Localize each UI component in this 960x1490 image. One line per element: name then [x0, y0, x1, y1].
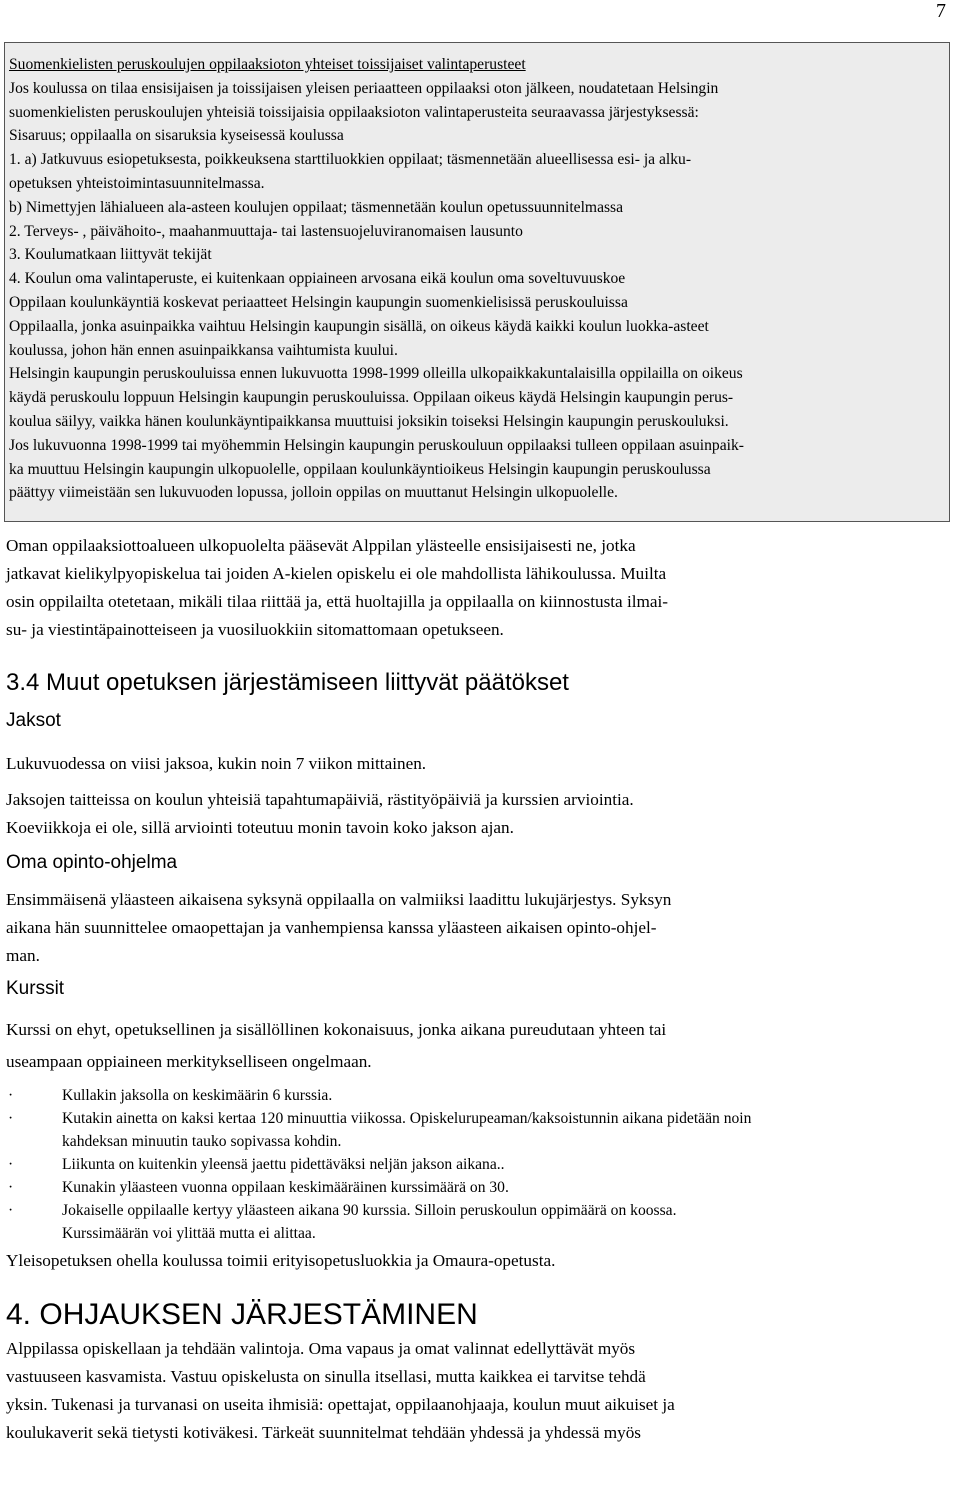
text-line: aikana hän suunnittelee omaopettajan ja vanhempiensa kanssa yläasteen aikaisen opinto-ohjel-: [6, 918, 657, 937]
list-item-text: Kurssimäärän voi ylittää mutta ei alittaa.: [62, 1225, 316, 1242]
intro-paragraph: [6, 530, 954, 644]
box-line: 4. Koulun oma valintaperuste, ei kuitenkaan oppiaineen arvosana eikä koulun oma soveltuvuuskoe: [9, 270, 626, 288]
text-line: Jaksojen taitteissa on koulun yhteisiä tapahtumapäiviä, rästityöpäiviä ja kurssien arviointia.: [6, 790, 634, 809]
bullet-dot: ·: [8, 1179, 14, 1196]
text-line: Lukuvuodessa on viisi jaksoa, kukin noin 7 viikon mittainen.: [6, 754, 427, 773]
criteria-box: [4, 42, 950, 522]
subheading-jaksot: Jaksot: [6, 710, 61, 731]
page-number: 7: [936, 0, 946, 22]
text-line: Koeviikkoja ei ole, sillä arviointi toteutuu monin tavoin koko jakson ajan.: [6, 818, 514, 837]
text-line: Yleisopetuksen ohella koulussa toimii erityisopetusluokkia ja Omaura-opetusta.: [6, 1251, 556, 1270]
box-line: 2. Terveys- , päivähoito-, maahanmuuttaja- tai lastensuojeluviranomaisen lausunto: [9, 222, 523, 240]
subheading-oma-opinto-ohjelma: Oma opinto-ohjelma: [6, 852, 178, 873]
box-line: Oppilaan koulunkäyntiä koskevat periaatteet Helsingin kaupungin suomenkielisissä peruskouluissa: [9, 293, 628, 311]
list-item-text: Kutakin ainetta on kaksi kertaa 120 minuuttia viikossa. Opiskelurupeaman/kaksoistunnin aikana pidetään noin: [62, 1110, 752, 1127]
text-line: useampaan oppiaineen merkitykselliseen ongelmaan.: [6, 1052, 372, 1071]
bullet-list: [6, 1084, 954, 1245]
list-item: [6, 1153, 954, 1176]
list-item: [6, 1107, 954, 1153]
box-line: päättyy viimeistään sen lukuvuoden lopussa, jolloin oppilas on muuttanut Helsingin ulkopuolelle.: [9, 484, 618, 502]
text-line: jatkavat kielikylpyopiskelua tai joiden A-kielen opiskelu ei ole mahdollista lähikoulussa. Muilta: [6, 564, 667, 583]
text-line: Ensimmäisenä yläasteen aikaisena syksynä oppilaalla on valmiiksi laadittu lukujärjestys. Syksyn: [6, 890, 672, 909]
box-line: b) Nimettyjen lähialueen ala-asteen koulujen oppilaat; täsmennetään koulun opetussuunnitelmassa: [9, 198, 624, 216]
text-line: osin oppilailta otetetaan, mikäli tilaa riittää ja, että huoltajilla ja oppilaalla on kiinnostusta ilmai-: [6, 592, 669, 611]
box-line: 1. a) Jatkuvuus esiopetuksesta, poikkeuksena starttiluokkien oppilaat; täsmennetään alueellisessa esi- ja alku-: [9, 151, 692, 169]
list-item-text: Jokaiselle oppilaalle kertyy yläasteen aikana 90 kurssia. Silloin peruskoulun oppimäärä on koossa.: [62, 1202, 677, 1219]
box-line: Helsingin kaupungin peruskouluissa ennen lukuvuotta 1998-1999 olleilla ulkopaikkakuntalaisilla oppilailla on oikeus: [9, 365, 743, 383]
box-title: Suomenkielisten peruskoulujen oppilaaksioton yhteiset toissijaiset valintaperusteet: [9, 56, 526, 73]
list-item-text: kahdeksan minuutin tauko sopivassa kohdin.: [62, 1133, 342, 1150]
text-line: yksin. Tukenasi ja turvanasi on useita ihmisiä: opettajat, oppilaanohjaaja, koulun muut aikuiset ja: [6, 1395, 675, 1414]
box-line: koulua säilyy, vaikka hänen koulunkäyntipaikkansa muuttuisi joksikin toiseksi Helsingin kaupungin peruskouluksi.: [9, 412, 729, 430]
list-item-text: Kullakin jaksolla on keskimäärin 6 kurssia.: [62, 1087, 333, 1104]
subheading-kurssit: Kurssit: [6, 978, 65, 999]
box-line: käydä peruskoulu loppuun Helsingin kaupungin peruskouluissa. Oppilaan oikeus käydä Helsingin kaupungin perus-: [9, 389, 734, 407]
text-line: vastuuseen kasvamista. Vastuu opiskelusta on sinulla itsellasi, mutta kaikkea ei tarvitse tehdä: [6, 1367, 646, 1386]
bullet-dot: ·: [8, 1202, 14, 1219]
section-heading-4: 4. OHJAUKSEN JÄRJESTÄMINEN: [6, 1298, 478, 1331]
main-content: [6, 530, 954, 1447]
text-line: su- ja viestintäpainotteiseen ja vuosiluokkiin sitomattomaan opetukseen.: [6, 620, 504, 639]
section-heading-3-4: 3.4 Muut opetuksen järjestämiseen liittyvät päätökset: [6, 669, 569, 696]
box-line: Oppilaalla, jonka asuinpaikka vaihtuu Helsingin kaupungin sisällä, on oikeus käydä kaikki koulun luokka-asteet: [9, 317, 709, 335]
list-item-text: Liikunta on kuitenkin yleensä jaettu pidettäväksi neljän jakson aikana..: [62, 1156, 505, 1173]
box-line: Sisaruus; oppilaalla on sisaruksia kyseisessä koulussa: [9, 127, 344, 145]
list-item: [6, 1176, 954, 1199]
box-line: Jos lukuvuonna 1998-1999 tai myöhemmin Helsingin kaupungin peruskouluun oppilaaksi tulleen oppilaan asuinpaik-: [9, 436, 744, 454]
box-line: Jos koulussa on tilaa ensisijaisen ja toissijaisen yleisen periaatteen oppilaaksi oton jälkeen, noudatetaan Helsingin: [9, 79, 719, 97]
list-item: [6, 1199, 954, 1245]
text-line: Oman oppilaaksiottoalueen ulkopuolelta pääsevät Alppilan ylästeelle ensisijaisesti ne, jotka: [6, 536, 636, 555]
text-line: koulukaverit sekä tietysti kotiväkesi. Tärkeät suunnitelmat tehdään yhdessä ja yhdessä myös: [6, 1423, 641, 1442]
text-line: Kurssi on ehyt, opetuksellinen ja sisällöllinen kokonaisuus, jonka aikana pureudutaan yhteen tai: [6, 1020, 667, 1039]
box-line: 3. Koulumatkaan liittyvät tekijät: [9, 246, 212, 264]
text-line: Alppilassa opiskellaan ja tehdään valintoja. Oma vapaus ja omat valinnat edellyttävät myös: [6, 1339, 636, 1358]
box-line: suomenkielisten peruskoulujen yhteisiä toissijaisia oppilaaksioton valintaperusteita seuraavassa järjestyksessä:: [9, 103, 699, 121]
list-item-text: Kunakin yläasteen vuonna oppilaan keskimääräinen kurssimäärä on 30.: [62, 1179, 509, 1196]
box-line: opetuksen yhteistoimintasuunnitelmassa.: [9, 174, 265, 192]
box-line: koulussa, johon hän ennen asuinpaikkansa vaihtumista kuului.: [9, 341, 398, 359]
box-line: ka muuttuu Helsingin kaupungin ulkopuolelle, oppilaan koulunkäyntioikeus Helsingin kaupungin peruskoulussa: [9, 460, 711, 478]
bullet-dot: ·: [8, 1110, 14, 1127]
text-line: man.: [6, 946, 40, 965]
bullet-dot: ·: [8, 1087, 14, 1104]
bullet-dot: ·: [8, 1156, 14, 1173]
list-item: [6, 1084, 954, 1107]
